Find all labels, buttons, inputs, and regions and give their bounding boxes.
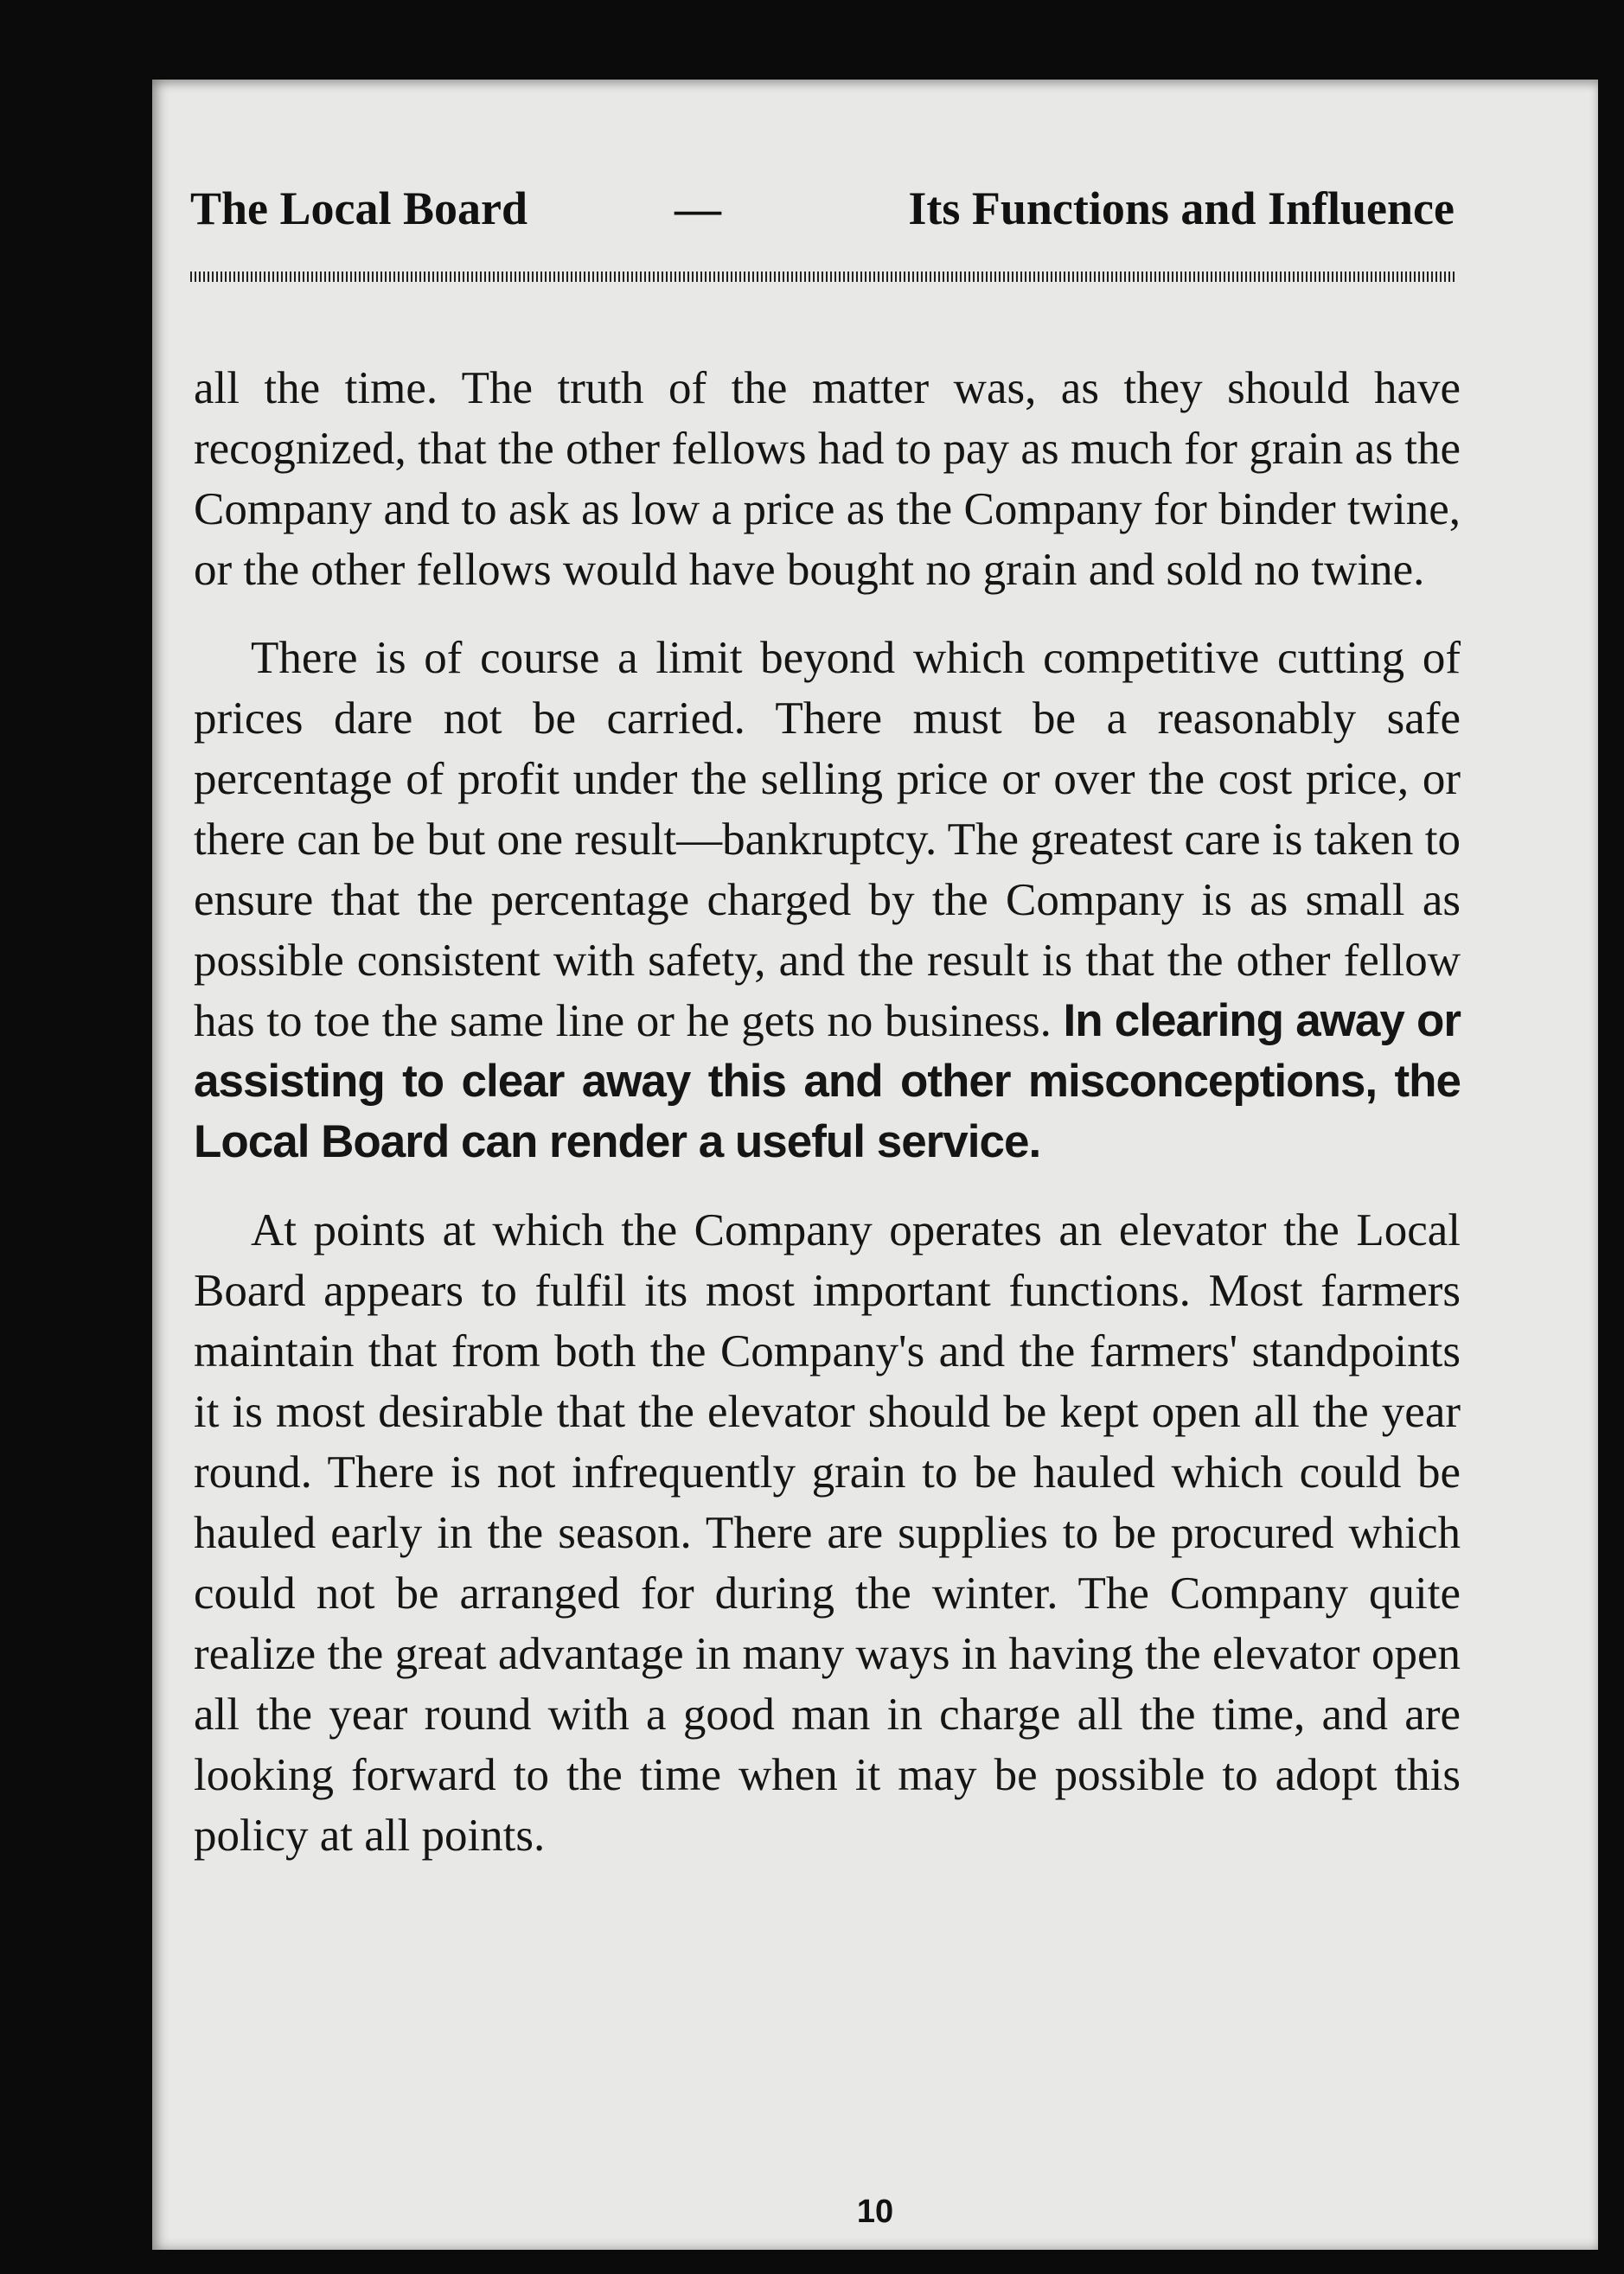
document-page: [152, 80, 1598, 2250]
paragraph-3: At points at which the Company operates an elevator the Local Board appears to fulfil its most important functions. Most farmers maintain that from both the Company's and the farmers' standpoints it is most desirable that the elevator should be kept open all the year round. There is not infrequently grain to be hauled which could be hauled early in the season. There are supplies to be procured which could not be arranged for during the winter. The Company quite realize the great advantage in many ways in having the elevator open all the year round with a good man in charge all the time, and are looking forward to the time when it may be possible to adopt this policy at all points.: [194, 1205, 1461, 1861]
header-title-left: The Local Board: [190, 182, 528, 234]
header-rule: [190, 271, 1455, 282]
header-dash: —: [675, 182, 721, 234]
paragraph-2-bold: In clearing away or assisting to clear away this and other misconceptions, the Local Board can render a useful service.: [194, 995, 1461, 1167]
running-header: [190, 182, 1455, 242]
header-title-right: Its Functions and Influence: [908, 182, 1455, 234]
paragraph-1: all the time. The truth of the matter was, as they should have recognized, that the other fellows had to pay as much for grain as the Company and to ask as low a price as the Company for binder twine, or the other fellows would have bought no grain and sold no twine.: [194, 363, 1461, 595]
paragraph-2-regular: There is of course a limit beyond which competitive cutting of prices dare not be carried. There must be a reasonably safe percentage of profit under the selling price or over the cost price, or there can be but one result—bankruptcy. The greatest care is taken to ensure that the percentage charged by the Company is as small as possible consistent with safety, and the result is that the other fellow has to toe the same line or he gets no business.: [194, 633, 1461, 1046]
body-text: [194, 358, 1461, 1866]
page-number: 10: [856, 2194, 894, 2230]
paragraph-2: [194, 628, 1461, 1172]
